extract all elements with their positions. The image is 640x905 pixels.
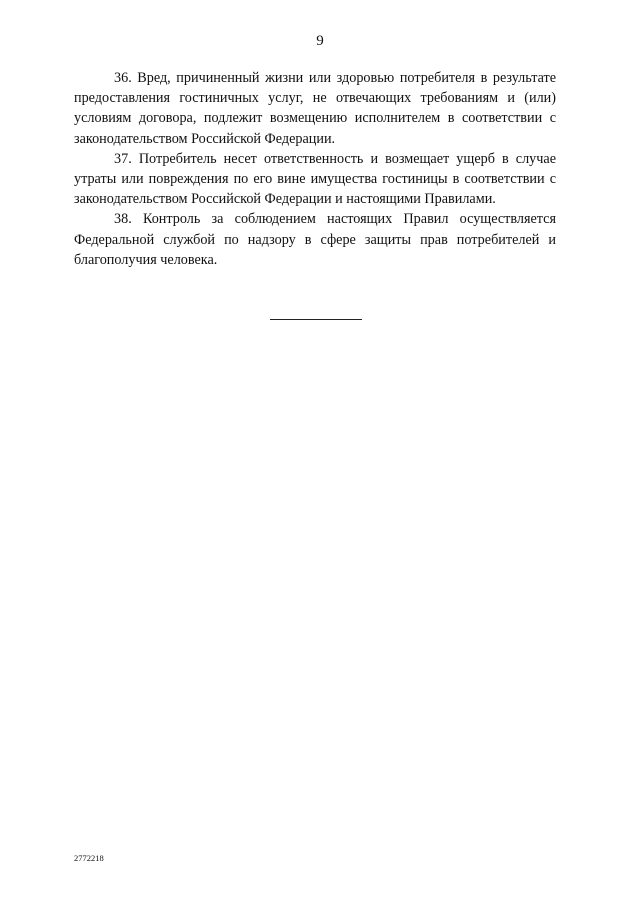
paragraph-37: 37. Потребитель несет ответственность и возмещает ущерб в случае утраты или повреждения по его вине имущества гостиницы в соответствии с законодательством Российской Федерации и настоящими Правилами. bbox=[74, 150, 556, 208]
document-body bbox=[74, 68, 556, 270]
page-number: 9 bbox=[316, 33, 324, 49]
end-separator-line bbox=[270, 319, 362, 320]
paragraph-38: 38. Контроль за соблюдением настоящих Правил осуществляется Федеральной службой по надзору в сфере защиты прав потребителей и благополучия человека. bbox=[74, 211, 556, 268]
document-code: 2772218 bbox=[74, 853, 104, 863]
paragraph-36: 36. Вред, причиненный жизни или здоровью потребителя в результате предоставления гостиничных услуг, не отвечающих требованиям и (или) условиям договора, подлежит возмещению исполнителем в соответствии с законодательством Российской Федерации. bbox=[74, 70, 556, 147]
